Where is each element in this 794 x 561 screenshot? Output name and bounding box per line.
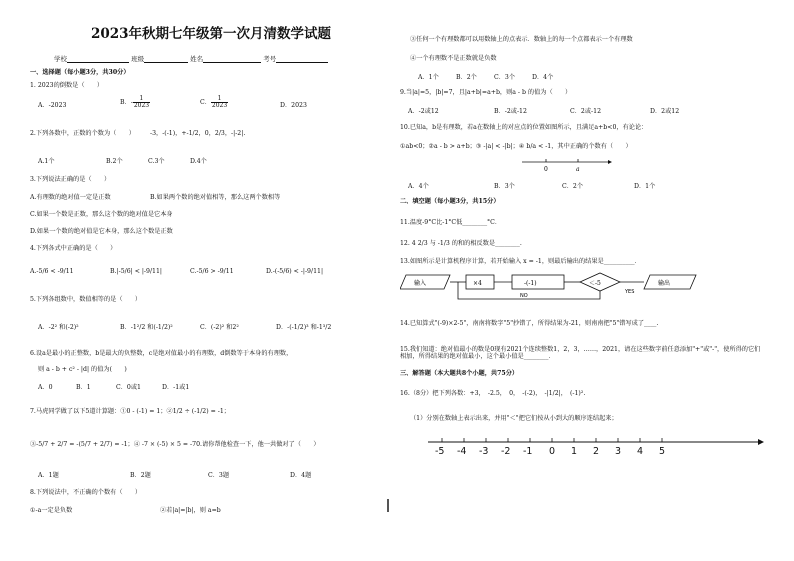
q8-statement-1: ①-a一定是负数 bbox=[30, 507, 73, 514]
q8-statement-2: ②若|a|=|b|，则 a=b bbox=[160, 507, 221, 514]
q1-c-fraction bbox=[211, 96, 228, 109]
school-field[interactable] bbox=[67, 55, 129, 63]
q13-output-label: 输出 bbox=[658, 280, 671, 287]
q8-option-b: B．2个 bbox=[456, 74, 477, 81]
q1-c-prefix: C． bbox=[200, 99, 211, 106]
name-label: 姓名 bbox=[190, 55, 204, 63]
q16-tick-label: -2 bbox=[501, 446, 511, 457]
q5-option-c: C．(-2)² 和2² bbox=[200, 324, 239, 331]
q2-option-b: B.2个 bbox=[106, 158, 123, 165]
school-label: 学校 bbox=[54, 55, 67, 63]
q7-stem2: ③-5/7 + 2/7 = -(5/7 + 2/7) = -1；④ -7 × (-5) × 5 = -70.请你帮他检查一下，他一共做对了（ ） bbox=[30, 441, 320, 448]
q6-stem2: 则 a - b + c² - |d| 的值为( ) bbox=[38, 366, 127, 373]
q1-option-c bbox=[200, 96, 228, 109]
q2-option-a: A.1个 bbox=[38, 158, 55, 165]
q3-option-a: A.有理数的绝对值一定是正数 bbox=[30, 194, 111, 201]
q3-option-d: D.如果一个数的绝对值是它本身，那么这个数是正数 bbox=[30, 228, 173, 235]
q8-statement-4: ④一个有理数不是正数就是负数 bbox=[410, 55, 497, 62]
q4-option-a: A.-5/6 < -9/11 bbox=[30, 268, 74, 275]
q5-option-a: A．-2² 和(-2)² bbox=[38, 324, 79, 331]
q5-option-d: D．-(-1/2)³ 和-1³/2 bbox=[276, 324, 332, 331]
q1-c-num: 1 bbox=[211, 96, 228, 103]
q10-statements: ①ab<0；②a - b > a+b；③ -|a| < -|b|；④ b/a < -1，其中正确的个数有（ ） bbox=[400, 143, 632, 150]
q3-option-b: B.如果两个数的绝对值相等，那么这两个数相等 bbox=[150, 194, 281, 201]
q8-statement-3: ③任何一个有理数都可以用数轴上的点表示．数轴上的每一个点都表示一个有理数 bbox=[410, 36, 633, 43]
q10-label-a: a bbox=[576, 166, 580, 173]
q13-minus-label: -(-1) bbox=[524, 280, 537, 287]
q11: 11.温度-9°C比-1°C低________°C． bbox=[400, 219, 502, 226]
q15: 15.我们知道：绝对值最小的数是0现有2021个连续整数1，2，3，……，2021，请在这些数字前任意添加"+"或"-"，使所得的它们相加，所得结果的绝对值最小，这个最小值是________． bbox=[400, 346, 761, 361]
q7-option-c: C．3题 bbox=[208, 472, 230, 479]
q13-input-label: 输入 bbox=[414, 280, 427, 287]
class-label: 班级 bbox=[131, 55, 145, 63]
q1-b-fraction bbox=[133, 96, 150, 109]
q16-number-line bbox=[428, 436, 764, 466]
q6-option-c: C．0或1 bbox=[116, 384, 141, 391]
q16-sub1: （1）分别在数轴上表示出来，并用"＜"把它们按从小到大的顺序连结起来； bbox=[410, 415, 618, 422]
q5-stem: 5.下列各组数中，数值相等的是（ ） bbox=[30, 296, 142, 303]
q16-tick-label: 2 bbox=[593, 446, 600, 457]
q6-option-d: D．-1或1 bbox=[162, 384, 190, 391]
q10-option-b: B．3个 bbox=[494, 183, 515, 190]
q16-stem: 16.（8分）把下列各数：+3， -2.5， 0， -(-2)， -|1/2|， (-1)². bbox=[400, 390, 586, 397]
q10-option-c: C．2个 bbox=[562, 183, 584, 190]
q1-option-a: A．-2023 bbox=[38, 102, 67, 109]
q10-arrow bbox=[608, 160, 612, 164]
q13-yes-label: YES bbox=[625, 289, 635, 295]
q6-option-a: A．0 bbox=[38, 384, 53, 391]
q10-option-d: D．1个 bbox=[634, 183, 656, 190]
q13-flowchart bbox=[400, 271, 762, 305]
q16-tick-label: 0 bbox=[549, 446, 556, 457]
q1-stem: 1. 2023的倒数是（ ） bbox=[30, 82, 104, 89]
q6-option-b: B．1 bbox=[76, 384, 91, 391]
q2-values: -3，-(-1)，+-1/2，0，2/3，-|-2|. bbox=[150, 130, 246, 137]
q1-c-den: 2023 bbox=[211, 102, 228, 109]
q16-tick-label: 1 bbox=[571, 446, 578, 457]
scan-mark bbox=[387, 499, 389, 512]
q16-tick-label: 4 bbox=[637, 446, 644, 457]
q13-stem: 13.如图所示是计算机程序计算，若开始输入 x = -1，则最后输出的结果是__________． bbox=[400, 258, 641, 265]
q16-ticks bbox=[442, 438, 662, 442]
q8-stem: 8.下列说法中，不正确的个数有（ ） bbox=[30, 489, 142, 496]
section2-title: 二、填空题（每小题3分，共15分） bbox=[400, 198, 500, 205]
q7-option-d: D．4题 bbox=[290, 472, 312, 479]
q13-decision-label: ＜-5 bbox=[589, 280, 601, 287]
q6-stem: 6.设a是最小的正整数，b是最大的负整数，c是绝对值最小的有理数，d倒数等于本身的有理数， bbox=[30, 350, 293, 357]
q12: 12. 4 2/3 与 -1/3 的和的相反数是________. bbox=[400, 240, 522, 247]
q7-stem: 7.马虎同学做了以下5道计算题：①0 - (-1) = 1；②1/2 ÷ (-1/2) = -1； bbox=[30, 408, 230, 415]
q4-option-b: B.|-5/6| < |-9/11| bbox=[110, 268, 163, 275]
q16-tick-label: -1 bbox=[523, 446, 533, 457]
left-column bbox=[30, 0, 392, 561]
q13-minus-box bbox=[512, 275, 564, 289]
q9-option-b: B．-2或-12 bbox=[494, 108, 527, 115]
q10-label-0: 0 bbox=[544, 166, 548, 173]
name-field[interactable] bbox=[203, 55, 261, 63]
class-field[interactable] bbox=[144, 55, 188, 63]
q4-option-d: D.-(-5/6) < -|-9/11| bbox=[266, 268, 324, 275]
q16-tick-label: -5 bbox=[435, 446, 445, 457]
q10-stem: 10.已知a，b是有理数，若a在数轴上的对应点的位置如图所示，且满足a+b<0，有论论： bbox=[400, 124, 648, 131]
q8-option-c: C．3个 bbox=[494, 74, 516, 81]
q1-option-d: D．2023 bbox=[280, 102, 307, 109]
right-column bbox=[400, 0, 764, 561]
q2-option-d: D.4个 bbox=[190, 158, 207, 165]
q8-option-d: D．4个 bbox=[532, 74, 554, 81]
q5-option-b: B．-1²/2 和(-1/2)² bbox=[120, 324, 173, 331]
exam-no-label: 考号 bbox=[263, 55, 277, 63]
q1-b-num: 1 bbox=[133, 96, 150, 103]
q16-axis-arrow bbox=[758, 439, 764, 445]
exam-no-field[interactable] bbox=[276, 55, 328, 63]
q7-option-b: B．2题 bbox=[130, 472, 151, 479]
q3-option-c: C.如果一个数是正数，那么这个数的绝对值是它本身 bbox=[30, 211, 173, 218]
q13-times4-label: ×4 bbox=[473, 280, 482, 287]
q9-option-c: C．2或-12 bbox=[570, 108, 602, 115]
q13-no-label: NO bbox=[520, 293, 528, 299]
q1-option-b bbox=[120, 96, 150, 109]
q16-tick-label: -4 bbox=[457, 446, 467, 457]
q9-option-d: D．2或12 bbox=[650, 108, 680, 115]
q2-stem: 2.下列各数中，正数的个数为（ ） bbox=[30, 130, 135, 137]
student-info-line bbox=[54, 54, 328, 63]
q10-number-line bbox=[520, 156, 612, 174]
q10-option-a: A．4个 bbox=[408, 183, 429, 190]
q1-b-prefix: B．- bbox=[120, 99, 133, 106]
q9-stem: 9.当|a|=5，|b|=7，且|a+b|=a+b，则a - b 的值为（ ） bbox=[400, 89, 572, 96]
section1-title: 一、选择题（每小题3分，共30分） bbox=[30, 69, 130, 76]
q2-option-c: C.3个 bbox=[148, 158, 165, 165]
q14: 14.已知算式"(-9)×2-5"，南南将数字"5"抄错了，所得结果为-21，则南南把"5"错写成了____. bbox=[400, 320, 659, 327]
q16-tick-label: 5 bbox=[659, 446, 666, 457]
q7-option-a: A．1题 bbox=[38, 472, 59, 479]
q1-b-den: 2023 bbox=[133, 102, 150, 109]
q3-stem: 3.下列说法正确的是（ ） bbox=[30, 176, 111, 183]
q4-stem: 4.下列各式中正确的是（ ） bbox=[30, 245, 117, 252]
q4-option-c: C.-5/6 > -9/11 bbox=[190, 268, 234, 275]
exam-title: 2023年秋期七年级第一次月清数学试题 bbox=[90, 26, 332, 42]
q8-option-a: A．1个 bbox=[418, 74, 439, 81]
q9-option-a: A．-2或12 bbox=[408, 108, 439, 115]
section3-title: 三、解答题（本大题共8个小题，共75分） bbox=[400, 370, 519, 377]
q16-tick-label: -3 bbox=[479, 446, 489, 457]
q16-tick-label: 3 bbox=[615, 446, 622, 457]
